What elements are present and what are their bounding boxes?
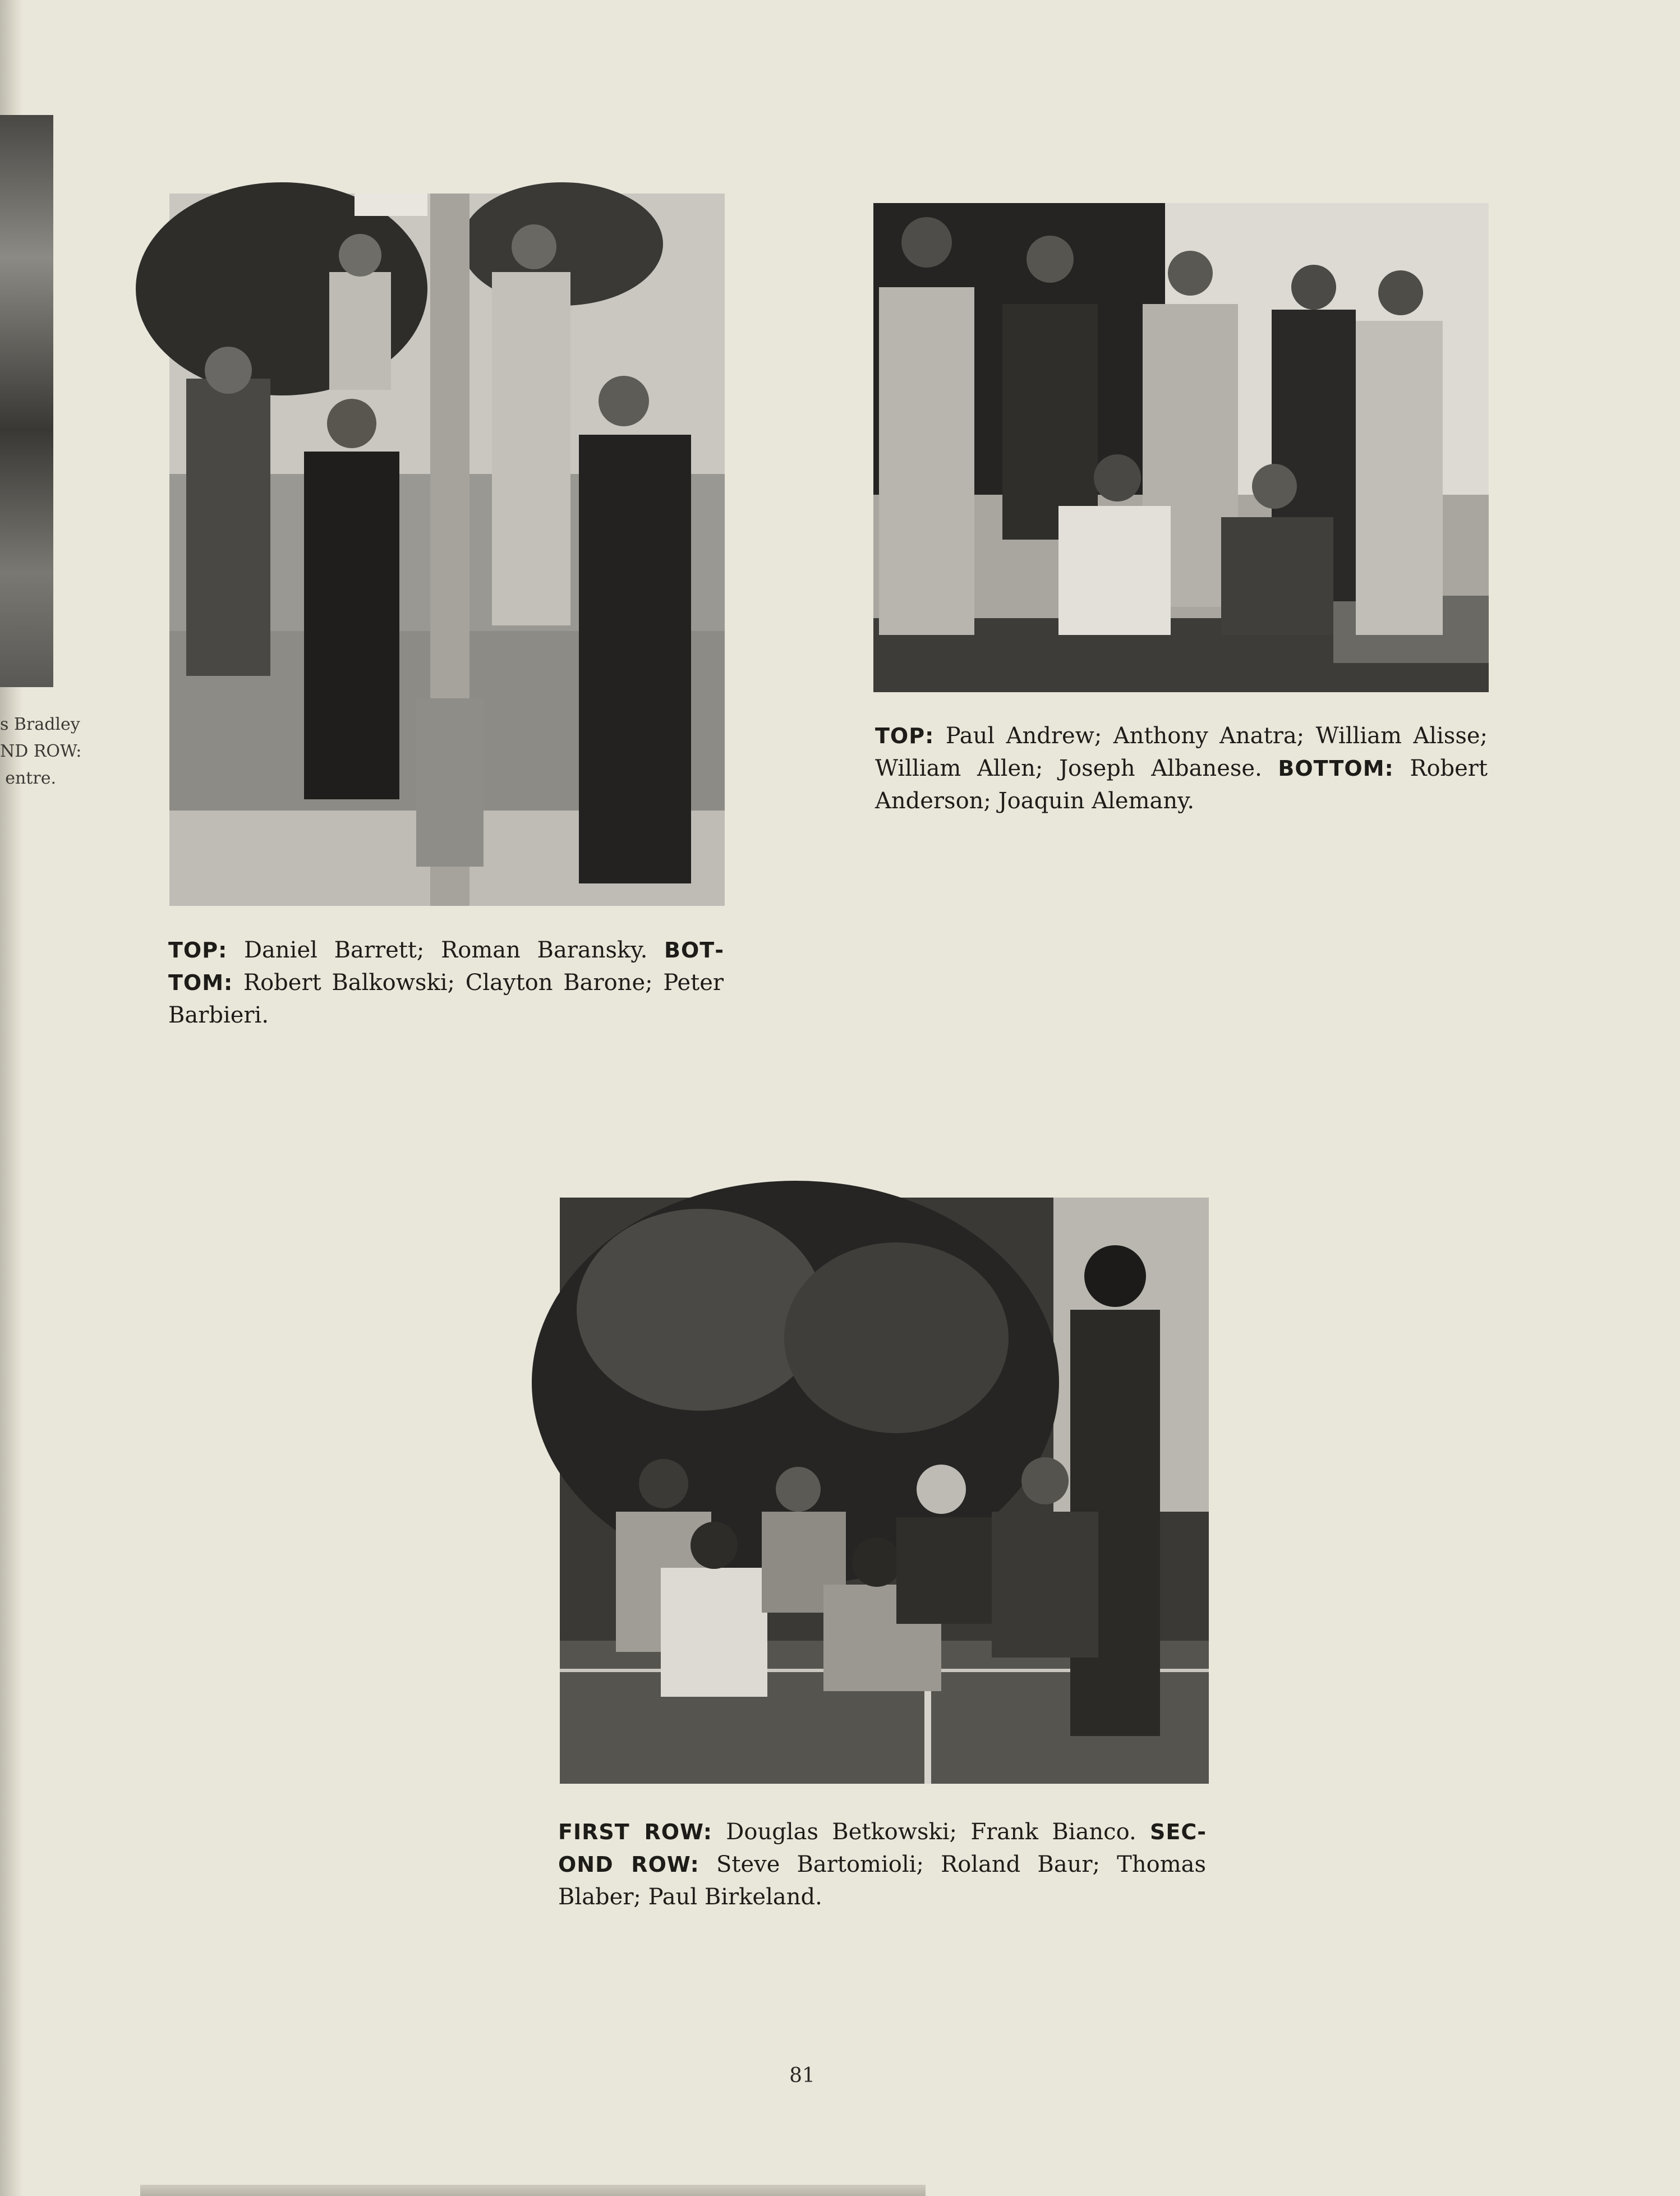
caption-label-second-row: SECOND ROW: xyxy=(558,1820,1206,1877)
caption-names-first-row: Douglas Betkowski; Frank Bianco. xyxy=(712,1819,1150,1845)
caption-tree-group xyxy=(558,1816,1206,1913)
photo-street-corner-group xyxy=(169,194,725,906)
caption-label-bottom: BOTTOM: xyxy=(168,938,724,995)
caption-names-second-row: Steve Bartomioli; Roland Baur; Thomas Blaber; Paul Birkeland. xyxy=(558,1852,1207,1910)
facing-page-caption-line: ND ROW: xyxy=(0,742,82,761)
caption-names-bottom: Robert Anderson; Joaquin Alemany. xyxy=(875,756,1488,814)
caption-names-top: Daniel Barrett; Roman Baransky. xyxy=(227,937,665,963)
caption-names-bottom: Robert Balkowski; Clayton Barone; Peter Barbieri. xyxy=(168,970,724,1028)
caption-label-first-row: FIRST ROW: xyxy=(558,1820,712,1844)
caption-names-top: Paul Andrew; Anthony Anatra; William Alisse; William Allen; Joseph Albanese. xyxy=(875,723,1488,781)
facing-page-photo-fragment xyxy=(0,115,53,687)
facing-page-caption-line: entre. xyxy=(5,768,56,788)
caption-label-top: TOP: xyxy=(875,724,935,748)
caption-brick-wall-group xyxy=(875,720,1488,817)
page-bottom-edge xyxy=(140,2185,926,2196)
photo-tree-group xyxy=(560,1198,1209,1784)
caption-label-top: TOP: xyxy=(168,938,228,963)
caption-label-bottom: BOTTOM: xyxy=(1278,756,1394,781)
page-number: 81 xyxy=(789,2064,815,2087)
caption-street-corner-group xyxy=(168,934,724,1032)
photo-brick-wall-group xyxy=(873,203,1489,692)
facing-page-caption-line: s Bradley xyxy=(0,715,80,734)
